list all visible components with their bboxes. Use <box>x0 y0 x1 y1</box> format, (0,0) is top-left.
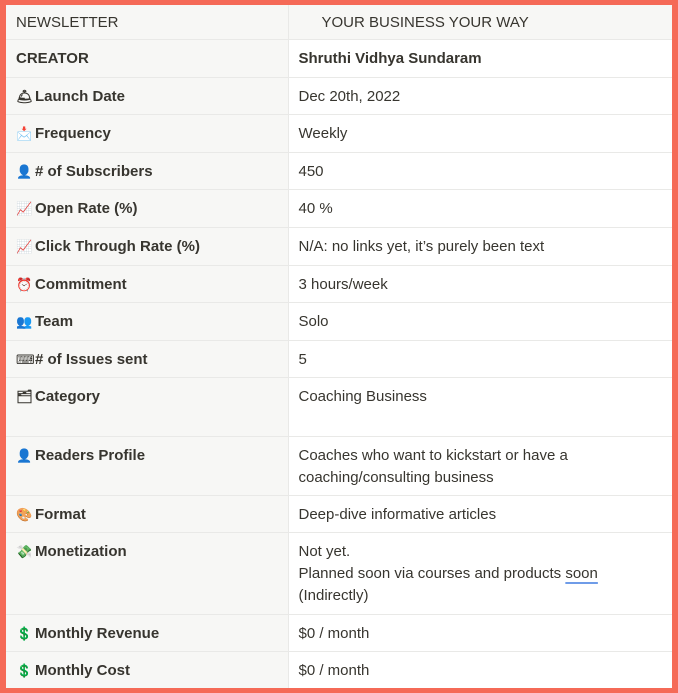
row-value-format: Deep-dive informative articles <box>288 495 672 532</box>
table-row <box>6 189 672 227</box>
person-icon: 👤 <box>16 163 33 179</box>
table-row <box>6 495 672 532</box>
table-row <box>6 532 672 614</box>
row-label-creator: CREATOR <box>6 39 288 77</box>
bell-icon: 🛎 <box>16 88 33 104</box>
folder-icon: 🗂 <box>16 388 33 404</box>
label-text: Monthly Cost <box>35 661 130 679</box>
people-icon: 👥 <box>16 313 33 329</box>
label-text: # of Subscribers <box>35 162 153 180</box>
row-label-frequency <box>6 114 288 152</box>
keyboard-icon: ⌨ <box>16 351 35 367</box>
newsletter-table <box>6 5 672 688</box>
row-label-open-rate <box>6 189 288 227</box>
label-text: Monetization <box>35 542 127 560</box>
label-text: Readers Profile <box>35 446 146 464</box>
label-text: Commitment <box>35 275 127 293</box>
person-icon: 👤 <box>16 447 33 463</box>
label-text: # of Issues sent <box>35 350 148 368</box>
row-label-monetization <box>6 532 288 614</box>
row-label-launch-date <box>6 77 288 114</box>
value-line: Not yet. <box>298 542 351 560</box>
table-row <box>6 302 672 340</box>
value-line: Coaches who want to kickstart or have a <box>298 446 568 464</box>
table-row <box>6 377 672 436</box>
label-text: Category <box>35 387 101 405</box>
row-value-launch-date: Dec 20th, 2022 <box>288 77 672 114</box>
row-value-category: Coaching Business <box>288 377 672 436</box>
value-text: Planned soon via courses and products <box>298 564 566 582</box>
row-value-monetization <box>288 532 672 614</box>
label-text: Frequency <box>35 124 111 142</box>
label-text: Monthly Revenue <box>35 624 160 642</box>
row-value-creator: Shruthi Vidhya Sundaram <box>288 39 672 77</box>
row-label-readers-profile <box>6 436 288 495</box>
row-value-subscribers: 450 <box>288 152 672 189</box>
dollar-icon: 💲 <box>16 662 33 678</box>
alarm-clock-icon: ⏰ <box>16 276 33 292</box>
money-wings-icon: 💸 <box>16 543 33 559</box>
row-label-team <box>6 302 288 340</box>
table-row <box>6 39 672 77</box>
table-row <box>6 114 672 152</box>
table-row <box>6 340 672 377</box>
envelope-icon: 📩 <box>16 125 33 141</box>
table-row <box>6 152 672 189</box>
row-label-click-through-rate <box>6 227 288 265</box>
row-label-subscribers <box>6 152 288 189</box>
row-value-team: Solo <box>288 302 672 340</box>
newsletter-card <box>6 5 672 688</box>
label-text: Open Rate (%) <box>35 199 138 217</box>
label-text: Click Through Rate (%) <box>35 237 201 255</box>
table-row <box>6 614 672 651</box>
row-label-issues-sent <box>6 340 288 377</box>
table-row <box>6 651 672 688</box>
row-label-category <box>6 377 288 436</box>
row-value-commitment: 3 hours/week <box>288 265 672 302</box>
row-value-click-through-rate: N/A: no links yet, it’s purely been text <box>288 227 672 265</box>
row-value-issues-sent: 5 <box>288 340 672 377</box>
table-row <box>6 265 672 302</box>
table-row <box>6 77 672 114</box>
row-label-monthly-cost <box>6 651 288 688</box>
value-line <box>299 563 663 585</box>
table-header-row <box>6 5 672 39</box>
row-value-readers-profile <box>288 436 672 495</box>
header-newsletter: NEWSLETTER <box>6 5 288 39</box>
header-newsletter-name: YOUR BUSINESS YOUR WAY <box>288 5 672 39</box>
value-line: coaching/consulting business <box>298 468 494 486</box>
label-text: Team <box>35 312 74 330</box>
row-label-monthly-revenue <box>6 614 288 651</box>
label-text: Format <box>35 505 86 523</box>
chart-up-icon: 📈 <box>16 238 33 254</box>
row-label-format <box>6 495 288 532</box>
row-value-monthly-revenue: $0 / month <box>288 614 672 651</box>
row-value-frequency: Weekly <box>288 114 672 152</box>
value-line: (Indirectly) <box>298 586 369 604</box>
label-text: Launch Date <box>35 87 126 105</box>
table-row <box>6 436 672 495</box>
row-label-commitment <box>6 265 288 302</box>
row-value-monthly-cost: $0 / month <box>288 651 672 688</box>
spellcheck-word: soon <box>565 564 598 582</box>
row-value-open-rate: 40 % <box>288 189 672 227</box>
table-row <box>6 227 672 265</box>
palette-icon: 🎨 <box>16 506 33 522</box>
chart-up-icon: 📈 <box>16 200 33 216</box>
dollar-icon: 💲 <box>16 625 33 641</box>
